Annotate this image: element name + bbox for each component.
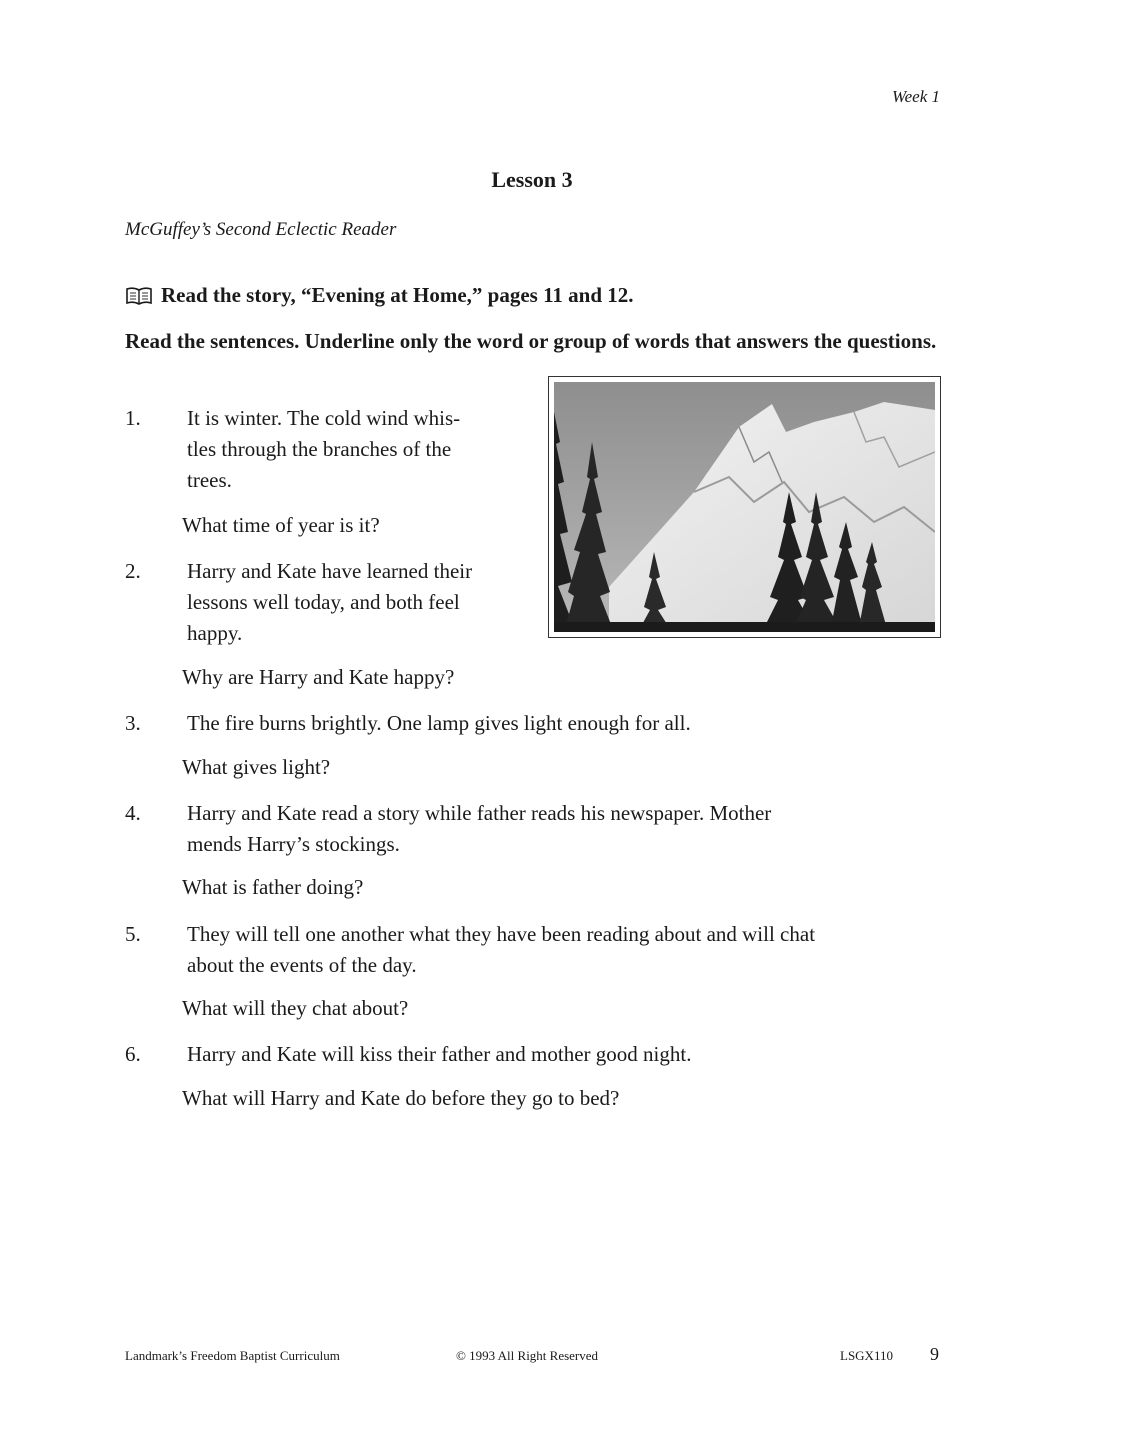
read-story-instruction	[125, 283, 634, 308]
item-2-number: 2.	[125, 559, 141, 583]
footer-copyright: © 1993 All Right Reserved	[456, 1348, 599, 1363]
item-6-statement	[187, 1039, 691, 1070]
item-5-number: 5.	[125, 922, 141, 946]
item-3-line: The fire burns brightly. One lamp gives light enough for all.	[187, 711, 691, 735]
item-2-statement	[187, 556, 472, 649]
mountain-photo	[548, 376, 941, 638]
item-5-statement	[187, 919, 815, 981]
footer-publisher: Landmark’s Freedom Baptist Curriculum	[125, 1348, 340, 1363]
item-5-line: about the events of the day.	[187, 953, 417, 977]
item-4-statement	[187, 798, 771, 860]
item-6-question: What will Harry and Kate do before they go to bed?	[182, 1086, 620, 1110]
item-2-line: happy.	[187, 621, 243, 645]
item-2-line: Harry and Kate have learned their	[187, 559, 473, 583]
item-4-number: 4.	[125, 801, 141, 825]
item-1-question: What time of year is it?	[182, 513, 380, 537]
item-1-line: It is winter. The cold wind whis-	[187, 406, 461, 430]
item-1-line: trees.	[187, 468, 232, 492]
read-sentences-instruction: Read the sentences. Underline only the word or group of words that answers the questions.	[125, 329, 937, 353]
lesson-title: Lesson 3	[491, 167, 573, 192]
item-3-statement	[187, 708, 691, 739]
item-4-question: What is father doing?	[182, 875, 364, 899]
book-title: McGuffey’s Second Eclectic Reader	[125, 219, 397, 240]
page-number: 9	[930, 1344, 939, 1364]
footer-code: LSGX110	[840, 1348, 893, 1363]
item-1-number: 1.	[125, 406, 141, 430]
item-1-statement	[187, 403, 460, 496]
item-2-question: Why are Harry and Kate happy?	[182, 665, 455, 689]
item-5-question: What will they chat about?	[182, 996, 409, 1020]
item-3-question: What gives light?	[182, 755, 331, 779]
item-1-line: tles through the branches of the	[187, 437, 452, 461]
item-2-line: lessons well today, and both feel	[187, 590, 460, 614]
item-6-line: Harry and Kate will kiss their father and mother good night.	[187, 1042, 692, 1066]
week-label: Week 1	[892, 87, 940, 106]
read-story-text: Read the story, “Evening at Home,” pages 11 and 12.	[161, 283, 634, 307]
item-4-line: mends Harry’s stockings.	[187, 832, 400, 856]
open-book-icon	[125, 286, 153, 306]
item-5-line: They will tell one another what they have been reading about and will chat	[187, 922, 816, 946]
item-3-number: 3.	[125, 711, 141, 735]
item-4-line: Harry and Kate read a story while father reads his newspaper. Mother	[187, 801, 772, 825]
item-6-number: 6.	[125, 1042, 141, 1066]
